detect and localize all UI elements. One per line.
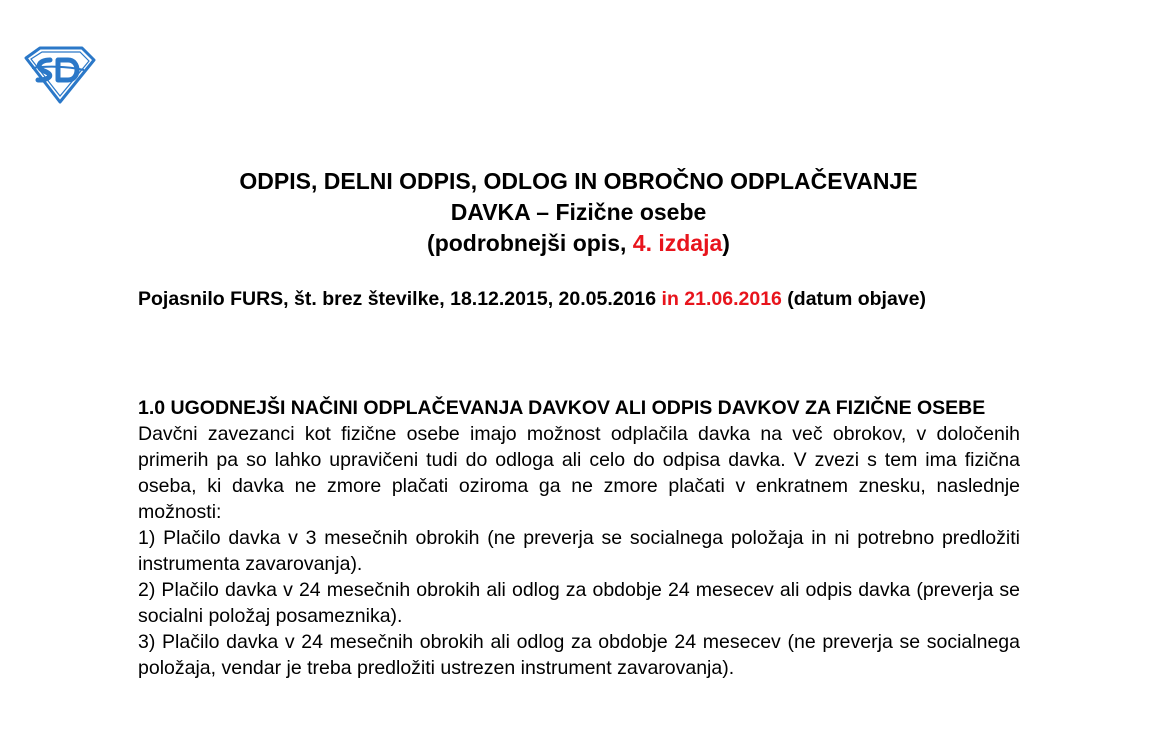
document-title: [100, 166, 1057, 259]
edition-highlight: 4. izdaja: [632, 230, 723, 256]
section-heading: 1.0 UGODNEJŠI NAČINI ODPLAČEVANJA DAVKOV ALI ODPIS DAVKOV ZA FIZIČNE OSEBE: [138, 397, 986, 419]
list-item: 3) Plačilo davka v 24 mesečnih obrokih ali odlog za obdobje 24 mesecev (ne preverja se socialnega položaja, vendar je treba predložiti ustrezen instrument zavarovanja).: [138, 631, 1020, 679]
title-line-3-suffix: ): [722, 230, 730, 256]
source-date-highlight: in 21.06.2016: [661, 288, 782, 310]
title-line-3: [100, 228, 1057, 259]
title-line-2: DAVKA – Fizične osebe: [450, 199, 707, 225]
title-line-1: ODPIS, DELNI ODPIS, ODLOG IN OBROČNO ODPLAČEVANJE: [239, 168, 918, 194]
section-intro: Davčni zavezanci kot fizične osebe imajo možnost odplačila davka na več obrokov, v določenih primerih pa so lahko upravičeni tudi do odloga ali celo do odpisa davka. V zvezi s tem ima fizična oseba, ki davka ne zmore plačati oziroma ga ne zmore plačati v enkratnem znesku, naslednje možnosti:: [138, 423, 1020, 523]
sd-shield-logo-icon: [22, 46, 96, 104]
list-item: 1) Plačilo davka v 3 mesečnih obrokih (ne preverja se socialnega položaja in ni potrebno predložiti instrumenta zavarovanja).: [138, 527, 1020, 575]
source-reference: [138, 286, 1020, 312]
title-line-3-prefix: (podrobnejši opis,: [427, 230, 633, 256]
list-item: 2) Plačilo davka v 24 mesečnih obrokih ali odlog za obdobje 24 mesecev ali odpis davka (preverja se socialni položaj posameznika).: [138, 579, 1020, 627]
section-1: [138, 395, 1020, 681]
source-prefix: Pojasnilo FURS, št. brez številke, 18.12.2015, 20.05.2016: [138, 288, 662, 310]
source-suffix: (datum objave): [781, 288, 926, 310]
